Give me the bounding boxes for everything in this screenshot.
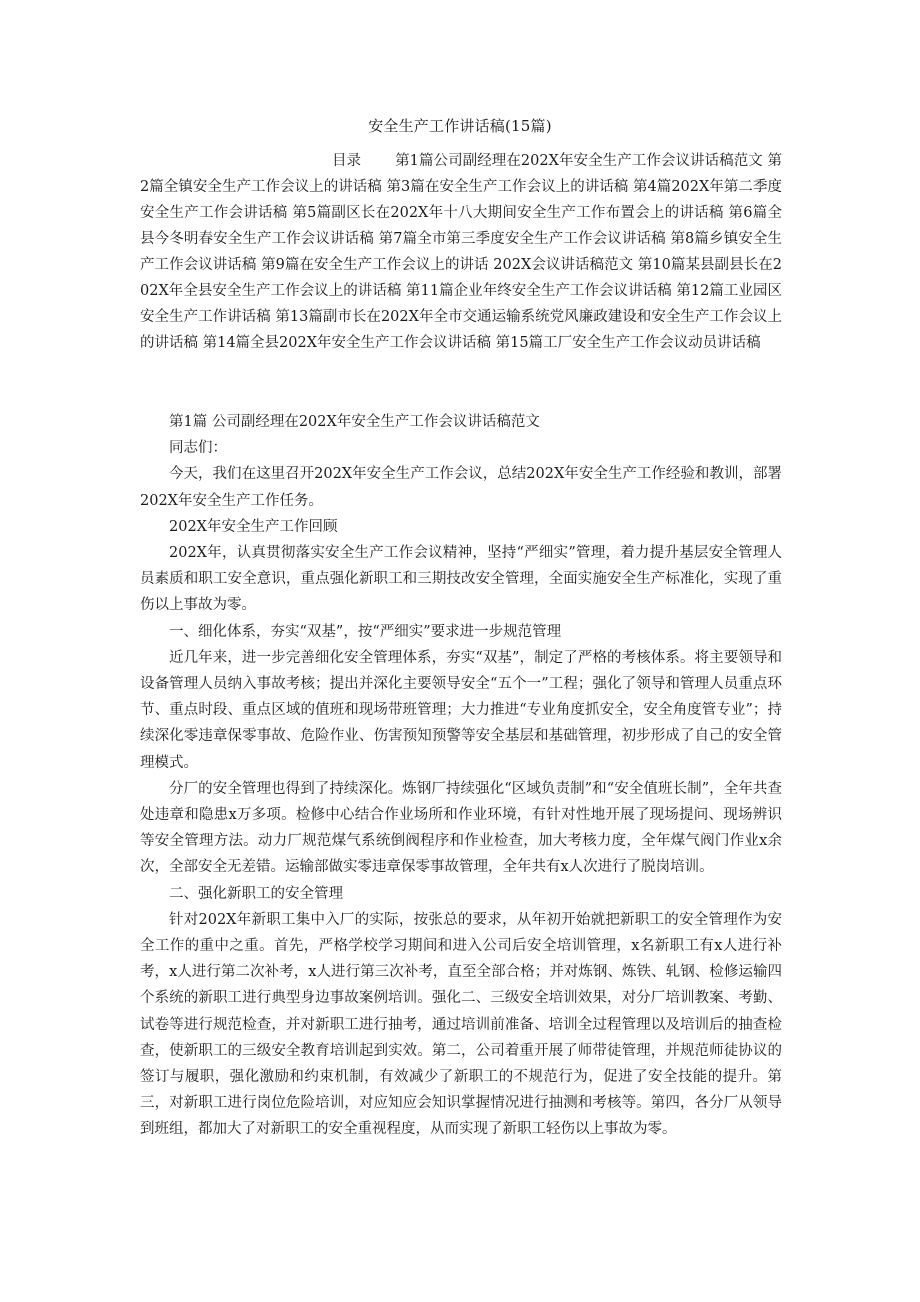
paragraph-branch-plants: 分厂的安全管理也得到了持续深化。炼钢厂持续强化“区域负责制”和“安全值班长制”，全年共查处违章和隐患x万多项。检修中心结合作业场所和作业环境，有针对性地开展了现场提问、现场辨识等安全管理方法。动力厂规范煤气系统倒阀程序和作业检查，加大考核力度，全年煤气阀门作业x余次，全部安全无差错。运输部做实零违章保零事故管理，全年共有x人次进行了脱岗培训。 bbox=[140, 780, 782, 876]
toc-label: 目录 bbox=[332, 153, 362, 169]
section-heading-two: 二、强化新职工的安全管理 bbox=[169, 885, 343, 902]
document-title: 安全生产工作讲话稿(15篇) bbox=[368, 117, 552, 135]
paragraph-system: 近几年来，进一步完善细化安全管理体系，夯实“双基”，制定了严格的考核体系。将主要领导和设备管理人员纳入事故考核；提出并深化主要领导安全“五个一”工程；强化了领导和管理人员重点环节、重点时段、重点区域的值班和现场带班管理；大力推进“专业角度抓安全，安全角度管专业”；持续深化零违章保零事故、危险作业、伤害预知预警等安全基层和基础管理，初步形成了自己的安全管理模式。 bbox=[140, 649, 782, 771]
section-heading-one: 一、细化体系，夯实“双基”，按“严细实”要求进一步规范管理 bbox=[169, 623, 562, 640]
paragraph-new-staff: 针对202X年新职工集中入厂的实际，按张总的要求，从年初开始就把新职工的安全管理作为安全工作的重中之重。首先，严格学校学习期间和进入公司后安全培训管理，x名新职工有x人进行补考，x人进行第二次补考，x人进行第三次补考，直至全部合格；并对炼钢、炼铁、轧钢、检修运输四个系统的新职工进行典型身边事故案例培训。强化二、三级安全培训效果，对分厂培训教案、考勤、试卷等进行规范检查，并对新职工进行抽考，通过培训前准备、培训全过程管理以及培训后的抽查检查，使新职工的三级安全教育培训起到实效。第二，公司着重开展了师带徒管理，并规范师徒协议的签订与履职，强化激励和约束机制，有效减少了新职工的不规范行为，促进了安全技能的提升。第三，对新职工进行岗位危险培训，对应知应会知识掌握情况进行抽测和考核等。第四，各分厂从领导到班组，都加大了对新职工的安全重视程度，从而实现了新职工轻伤以上事故为零。 bbox=[140, 911, 782, 1138]
salutation: 同志们： bbox=[169, 440, 227, 457]
table-of-contents bbox=[140, 148, 782, 356]
paragraph-intro: 今天，我们在这里召开202X年安全生产工作会议，总结202X年安全生产工作经验和教训，部署202X年安全生产工作任务。 bbox=[140, 466, 782, 509]
section-heading-part-1: 第1篇 公司副经理在202X年安全生产工作会议讲话稿范文 bbox=[169, 414, 540, 430]
section-heading-review: 202X年安全生产工作回顾 bbox=[169, 518, 338, 535]
toc-entries: 第1篇公司副经理在202X年安全生产工作会议讲话稿范文 第2篇全镇安全生产工作会议上的讲话稿 第3篇在安全生产工作会议上的讲话稿 第4篇202X年第二季度安全生产工作会讲话稿 第5篇副区长在202X年十八大期间安全生产工作布置会上的讲话稿 第6篇全县今冬明春安全生产工作会议讲话稿 第7篇全市第三季度安全生产工作会议讲话稿 第8篇乡镇安全生产工作会议讲话稿 第9篇在安全生产工作会议上的讲话 202X会议讲话稿范文 第10篇某县副县长在202X年全县安全生产工作会议上的讲话稿 第11篇企业年终安全生产工作会议讲话稿 第12篇工业园区安全生产工作讲话稿 第13篇副市长在202X年全市交通运输系统党风廉政建设和安全生产工作会议上的讲话稿 第14篇全县202X年安全生产工作会议讲话稿 第15篇工厂安全生产工作会议动员讲话稿 bbox=[140, 153, 782, 351]
document-body bbox=[140, 409, 782, 1143]
paragraph-review: 202X年，认真贯彻落实安全生产工作会议精神，坚持“严细实”管理，着力提升基层安全管理人员素质和职工安全意识，重点强化新职工和三期技改安全管理，全面实施安全生产标准化，实现了重伤以上事故为零。 bbox=[140, 545, 782, 614]
